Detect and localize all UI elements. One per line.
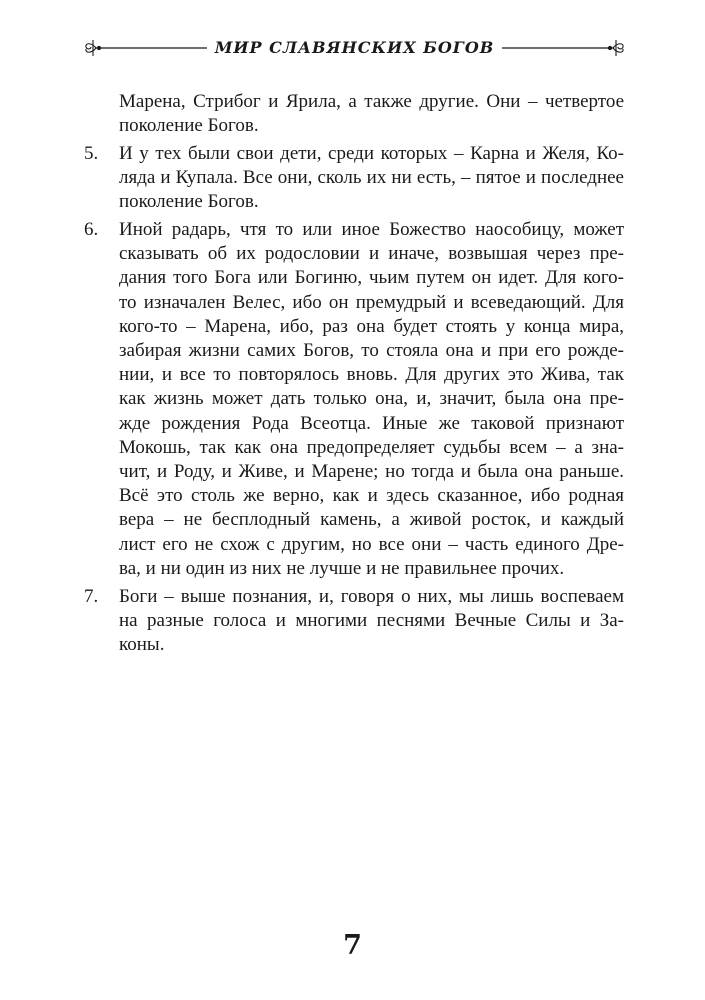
text-line: Иной радарь, чтя то или иное Божество наособицу, может (119, 219, 624, 241)
text-line: дания того Бога или Богиню, чьим путем он идет. Для кого- (119, 267, 624, 289)
paragraph (84, 90, 624, 138)
paragraph-number: 5. (84, 142, 99, 164)
text-line: Мокошь, так как она предопределяет судьбы всем – а зна- (119, 436, 624, 458)
text-line: ва, и ни один из них не лучше и не правильнее прочих. (119, 557, 565, 579)
text-line: Боги – выше познания, и, говоря о них, мы лишь воспеваем (119, 585, 624, 607)
text-line: сказывать об их родословии и иначе, возвышая через пре- (119, 243, 624, 265)
text-line: кого-то – Марена, ибо, раз она будет стоять у конца мира, (119, 315, 624, 337)
text-line: жде рождения Рода Всеотца. Иные же таковой признают (119, 412, 624, 434)
text-line: Всё это столь же верно, как и здесь сказанное, ибо родная (119, 485, 624, 507)
text-line: забирая жизни самих Богов, то стояла она и при его рожде- (119, 340, 624, 362)
running-header (82, 34, 627, 62)
paragraph-number: 6. (84, 219, 99, 241)
text-line: поколение Богов. (119, 115, 259, 137)
text-line: как жизнь может дать только она, и, значит, была она пре- (119, 388, 624, 410)
page-number: 7 (343, 930, 362, 961)
paragraph (84, 585, 624, 658)
text-line: вера – не бесплодный камень, а живой росток, и каждый (119, 509, 624, 531)
paragraph (84, 218, 624, 581)
book-title: МИР СЛАВЯНСКИХ БОГОВ (207, 38, 503, 57)
text-line: коны. (119, 633, 165, 655)
text-line: лист его не схож с другим, но все они – часть единого Дре- (119, 533, 624, 555)
text-line: поколение Богов. (119, 191, 259, 213)
text-line: на разные голоса и многими песнями Вечные Силы и За- (119, 609, 624, 631)
body-text (84, 90, 624, 661)
paragraph (84, 142, 624, 215)
text-line: ляда и Купала. Все они, сколь их ни есть, – пятое и последнее (119, 167, 624, 189)
text-line: нии, и все то повторялось вновь. Для других это Жива, так (119, 364, 624, 386)
text-line: Марена, Стрибог и Ярила, а также другие. Они – четвертое (119, 91, 624, 112)
text-line: И у тех были свои дети, среди которых – Карна и Желя, Ко- (119, 142, 624, 164)
text-line: чит, и Роду, и Живе, и Марене; но тогда и была она раньше. (119, 461, 624, 483)
text-line: то изначален Велес, ибо он премудрый и всеведающий. Для (119, 291, 624, 313)
header-title-wrap (82, 38, 627, 58)
paragraph-number: 7. (84, 585, 99, 607)
